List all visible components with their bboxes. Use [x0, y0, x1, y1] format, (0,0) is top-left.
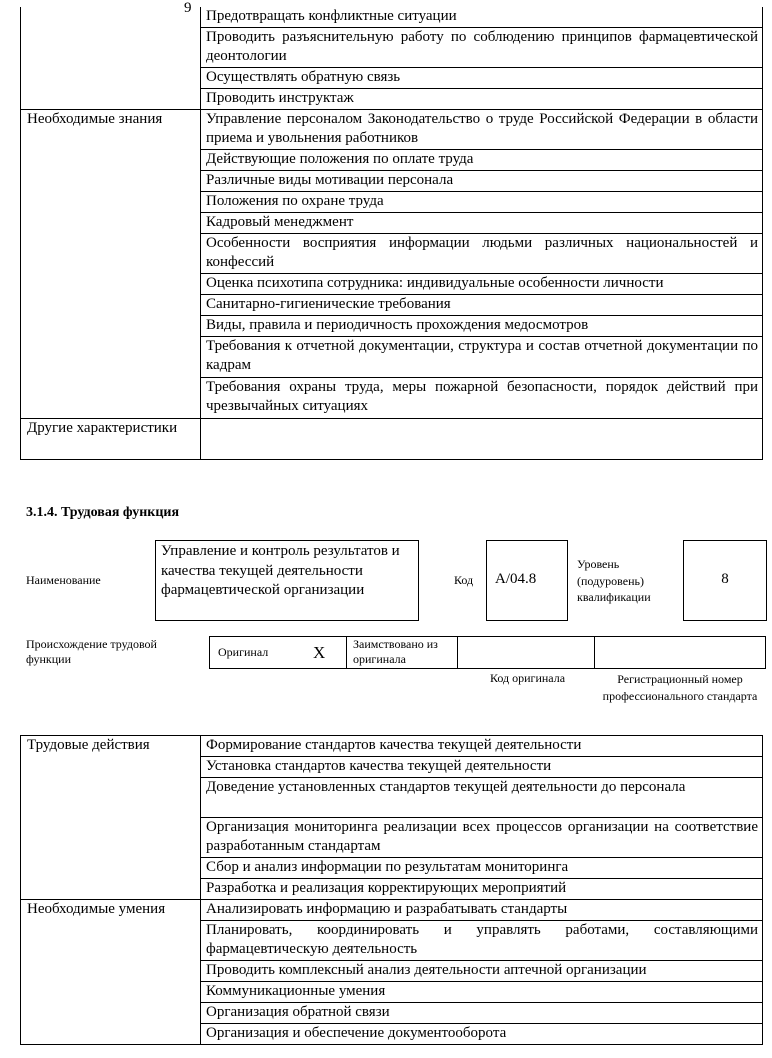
row-label-knowledge: Необходимые знания [21, 110, 201, 419]
requirements-table-1 [20, 7, 763, 460]
code-value-box [486, 540, 568, 621]
table-cell: Положения по охране труда [201, 192, 763, 213]
table-cell: Организация мониторинга реализации всех процессов организации на соответствие разработанным стандартам [201, 818, 763, 858]
table-cell: Управление персоналом Законодательство о труде Российской Федерации в области приема и увольнения работников [201, 110, 763, 150]
table-cell: Планировать, координировать и управлять работами, составляющими фармацевтическую деятельность [201, 921, 763, 961]
borrowed-label: Заимствовано из оригинала [353, 637, 438, 666]
code-original-caption: Код оригинала [489, 671, 566, 685]
table-cell: Виды, правила и периодичность прохождения медосмотров [201, 316, 763, 337]
table-cell [201, 419, 763, 460]
code-label: Код [454, 573, 474, 587]
table-cell: Проводить инструктаж [201, 89, 763, 110]
table-cell: Доведение установленных стандартов текущей деятельности до персонала [201, 778, 763, 818]
row-label-actions: Трудовые действия [21, 736, 201, 900]
table-cell: Кадровый менеджмент [201, 213, 763, 234]
row-label-other: Другие характеристики [21, 419, 201, 460]
origin-label: Происхождение трудовой функции [26, 637, 157, 666]
page-number: 9 [184, 0, 192, 16]
reg-number-caption: Регистрационный номер профессионального стандарта [602, 672, 758, 703]
table-cell: Установка стандартов качества текущей деятельности [201, 757, 763, 778]
table-cell: Проводить комплексный анализ деятельности аптечной организации [201, 961, 763, 982]
table-cell: Коммуникационные умения [201, 982, 763, 1003]
table-cell: Проводить разъяснительную работу по соблюдению принципов фармацевтической деонтологии [201, 28, 763, 68]
table-cell: Оценка психотипа сотрудника: индивидуальные особенности личности [201, 274, 763, 295]
level-label: Уровень (подуровень) квалификации [577, 557, 651, 604]
table-cell: Предотвращать конфликтные ситуации [201, 7, 763, 28]
origin-table [209, 636, 766, 669]
original-mark: X [313, 643, 326, 662]
original-label: Оригинал [218, 645, 269, 659]
table-cell: Различные виды мотивации персонала [201, 171, 763, 192]
table-cell: Осуществлять обратную связь [201, 68, 763, 89]
table-cell: Организация и обеспечение документооборота [201, 1024, 763, 1045]
table-cell: Требования к отчетной документации, структура и состав отчетной документации по кадрам [201, 337, 763, 378]
table-cell: Действующие положения по оплате труда [201, 150, 763, 171]
level-value: 8 [721, 571, 729, 587]
row-label [21, 7, 201, 110]
table-cell: Анализировать информацию и разрабатывать стандарты [201, 900, 763, 921]
origin-divider [594, 636, 595, 669]
table-cell: Разработка и реализация корректирующих мероприятий [201, 879, 763, 900]
name-value: Управление и контроль результатов и качества текущей деятельности фармацевтической организации [161, 543, 400, 598]
origin-divider [346, 636, 347, 669]
table-cell: Организация обратной связи [201, 1003, 763, 1024]
row-label-skills: Необходимые умения [21, 900, 201, 1045]
name-value-box [155, 540, 419, 621]
table-cell: Сбор и анализ информации по результатам мониторинга [201, 858, 763, 879]
table-cell: Требования охраны труда, меры пожарной безопасности, порядок действий при чрезвычайных ситуациях [201, 378, 763, 419]
requirements-table-2 [20, 735, 763, 1045]
name-label: Наименование [26, 573, 101, 587]
section-title: 3.1.4. Трудовая функция [26, 505, 180, 520]
table-cell: Санитарно-гигиенические требования [201, 295, 763, 316]
origin-divider [457, 636, 458, 669]
level-value-box [683, 540, 767, 621]
code-value: А/04.8 [495, 571, 537, 587]
table-cell: Особенности восприятия информации людьми различных национальностей и конфессий [201, 234, 763, 274]
table-cell: Формирование стандартов качества текущей деятельности [201, 736, 763, 757]
